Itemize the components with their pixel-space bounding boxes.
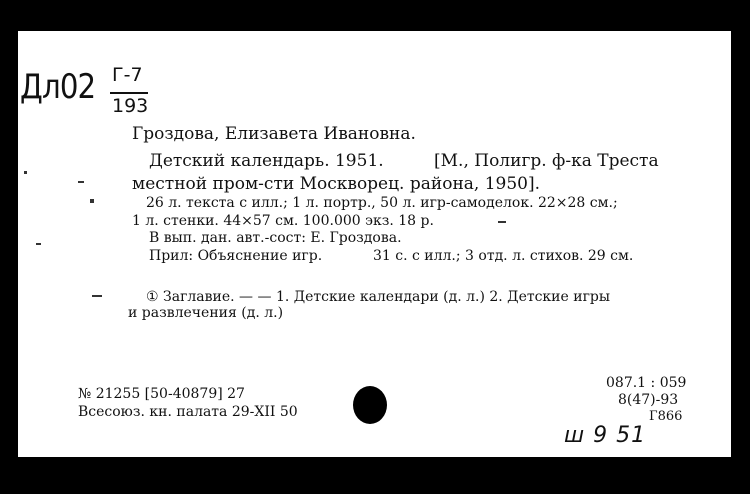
speck [90,199,94,203]
author-mark: Г866 [649,409,683,424]
collation-line-1: 26 л. текста с илл.; 1 л. портр., 50 л. игр-самоделок. 22×28 см.; [146,195,618,211]
speck [78,181,84,183]
footer-line-1: № 21255 [50-40879] 27 [78,386,245,402]
catalog-card [18,31,731,457]
speck [92,295,102,297]
note-line-2b: 31 с. с илл.; 3 отд. л. стихов. 29 см. [373,248,634,264]
title-line: Детский календарь. 1951. [149,151,384,171]
call-number-main: Дл02 [20,67,96,107]
classification-2: 8(47)-93 [618,392,679,408]
speck [24,171,27,174]
note-line-2: Прил: Объяснение игр. [149,248,323,264]
speck [498,221,506,223]
ink-stamp [353,386,387,424]
tracing-line-1: ① Заглавие. — — 1. Детские календари (д. л.) 2. Детские игры [146,289,611,305]
imprint-line-1: [М., Полигр. ф-ка Треста [434,151,659,171]
tracing-line-2: и развлечения (д. л.) [128,305,284,321]
author-heading: Гроздова, Елизавета Ивановна. [132,124,416,144]
call-number-numerator: Г-7 [112,64,143,86]
fraction-line [110,92,148,94]
classification-1: 087.1 : 059 [606,375,687,391]
footer-line-2: Всесоюз. кн. палата 29-XII 50 [78,404,298,420]
collation-line-2: 1 л. стенки. 44×57 см. 100.000 экз. 18 р. [132,213,434,229]
note-line-1: В вып. дан. авт.-сост: Е. Гроздова. [149,230,402,246]
imprint-line-2: местной пром-сти Москворец. района, 1950]. [132,174,541,194]
handwritten-note: ш 9 51 [564,423,647,448]
speck [36,243,41,245]
call-number-denominator: 193 [112,95,149,117]
